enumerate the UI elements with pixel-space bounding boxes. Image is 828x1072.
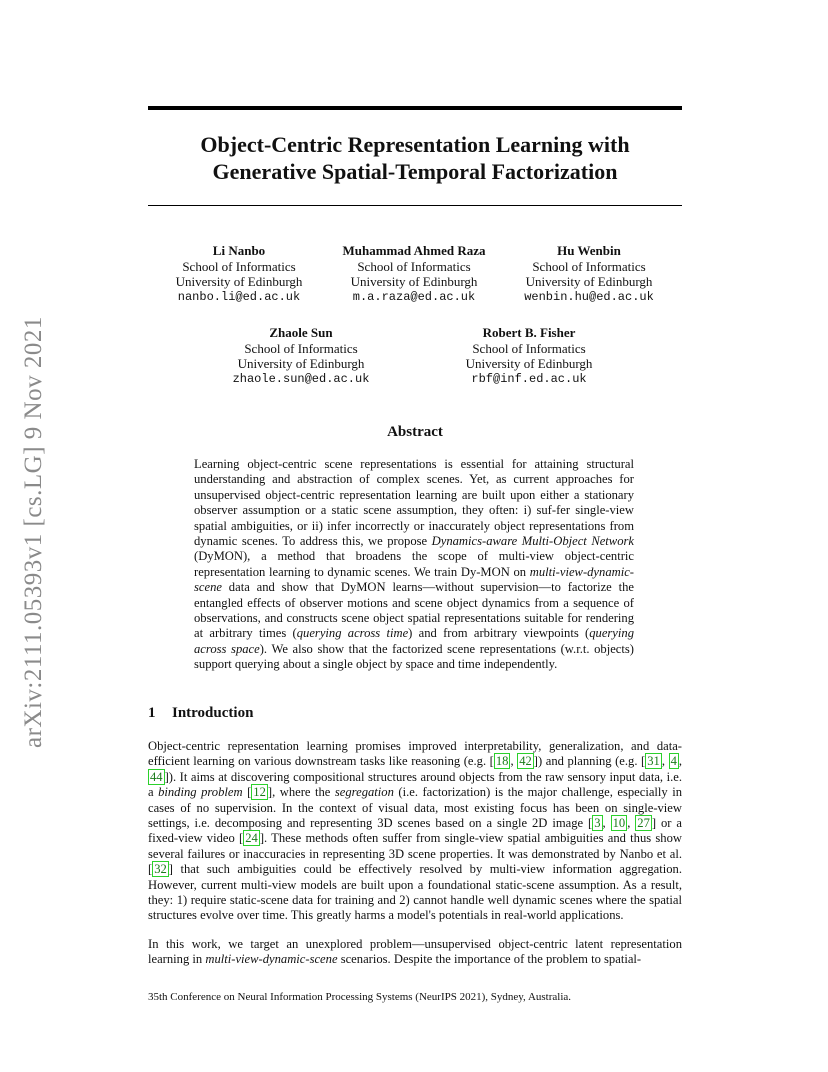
citation-link[interactable]: 4 xyxy=(670,754,677,769)
body-text: ] that such ambiguities could be effectively resolved by multi-view information aggregation. However, current multi-view models are built upon a foundational static-scene assumption. As a result, they: 1) require static-scene data for training and 2) cannot handle well dynamic scenes where the spatial structures evolve over time. This greatly harms a model's potentials in real-world applications. xyxy=(148,862,682,923)
body-text: ], where the xyxy=(267,785,335,800)
author-email[interactable]: rbf@inf.ed.ac.uk xyxy=(471,371,587,386)
abstract-emphasis: querying across space xyxy=(194,626,634,656)
body-text: (i.e. factorization) is the major challenge, especially in cases of no supervision. In the context of visual data, most existing focus has been on single-view settings, i.e. decomposing and representing 3D scenes based on a single 2D image [ xyxy=(148,785,682,831)
body-text: , xyxy=(602,816,611,831)
author-block xyxy=(484,243,694,305)
body-text: , xyxy=(510,754,518,769)
abstract-text: Learning object-centric scene representations is essential for attaining structural understanding and abstraction of complex scenes. Yet, as current approaches for unsupervised object-centric representation learning are built upon either a stationary observer assumption or a static scene assumption, they often: i) suf-fer single-view spatial ambiguities, or ii) infer incorrectly or inaccurately object representations from dynamic scenes. To address this, we propose xyxy=(194,457,634,549)
author-university: University of Edinburgh xyxy=(237,356,365,371)
body-text: Object-centric representation learning promises improved interpretability, generalization, and data-efficient learning on various downstream tasks like reasoning (e.g. [ xyxy=(148,739,682,769)
author-affiliation: School of Informatics xyxy=(532,258,646,274)
author-email[interactable]: m.a.raza@ed.ac.uk xyxy=(352,289,476,304)
body-emphasis: multi-view-dynamic-scene xyxy=(205,952,338,967)
author-affiliation: School of Informatics xyxy=(472,340,586,356)
abstract-body xyxy=(194,457,634,673)
body-text: , xyxy=(627,816,636,831)
author-name: Li Nanbo xyxy=(212,243,266,258)
abstract-emphasis: Dynamics-aware Multi-Object Network xyxy=(431,534,634,549)
intro-paragraph-1 xyxy=(148,739,682,924)
body-text: ]. These methods often suffer from single-view spatial ambiguities and thus show several failures or inaccuracies in representing 3D scene properties. It was demonstrated by Nanbo et al. [ xyxy=(148,831,682,877)
author-email[interactable]: zhaole.sun@ed.ac.uk xyxy=(232,371,370,386)
body-emphasis: segregation xyxy=(334,785,394,800)
abstract-text: ) and from arbitrary viewpoints ( xyxy=(408,626,590,641)
body-text: ]) and planning (e.g. [ xyxy=(533,754,646,769)
section-title: Introduction xyxy=(172,705,254,721)
body-text: ]). It aims at discovering compositional structures around objects from the raw sensory input data, i.e. a xyxy=(148,769,682,800)
citation-link[interactable]: 44 xyxy=(150,769,163,784)
body-text: , xyxy=(661,754,669,769)
body-emphasis: binding problem xyxy=(158,785,243,800)
author-affiliation: School of Informatics xyxy=(182,258,296,274)
citation-link[interactable]: 10 xyxy=(612,816,626,831)
arxiv-stamp: arXiv:2111.05393v1 [cs.LG] 9 Nov 2021 xyxy=(20,316,47,748)
section-heading xyxy=(148,705,253,722)
author-name: Robert B. Fisher xyxy=(482,325,576,340)
abstract-text: ). We also show that the factorized scene representations (w.r.t. objects) support querying about a single object by space and time independently. xyxy=(194,641,634,672)
citation-link[interactable]: 31 xyxy=(647,754,660,769)
body-text: scenarios. Despite the importance of the problem to spatial- xyxy=(337,952,642,967)
body-text: In this work, we target an unexplored problem—unsupervised object-centric latent representation learning in xyxy=(148,937,682,967)
author-affiliation: School of Informatics xyxy=(244,340,358,356)
author-block xyxy=(424,325,634,387)
title-line-2: Generative Spatial-Temporal Factorization xyxy=(212,159,618,184)
paper-title xyxy=(148,131,682,185)
citation-link[interactable]: 3 xyxy=(594,816,601,831)
author-name: Muhammad Ahmed Raza xyxy=(342,243,486,258)
citation-link[interactable]: 27 xyxy=(637,816,650,831)
section-number: 1 xyxy=(148,705,156,721)
author-university: University of Edinburgh xyxy=(465,356,593,371)
author-university: University of Edinburgh xyxy=(525,274,653,289)
abstract-text: data and show that DyMON learns—without supervision—to factorize the entangled effects of observer motions and scene object dynamics from a sequence of observations, and constructs scene object spatial representations suitable for rendering at arbitrary times ( xyxy=(194,580,634,641)
abstract-text: (DyMON), a method that broadens the scope of multi-view object-centric representation learning to dynamic scenes. We train Dy-MON on xyxy=(194,549,634,579)
citation-link[interactable]: 32 xyxy=(154,862,167,877)
citation-link[interactable]: 42 xyxy=(519,754,532,769)
body-text: ] or a fixed-view video [ xyxy=(148,816,682,846)
title-rule-top xyxy=(148,106,682,110)
author-name: Zhaole Sun xyxy=(269,325,333,340)
citation-link[interactable]: 12 xyxy=(253,785,266,800)
body-text: , xyxy=(678,754,683,769)
author-university: University of Edinburgh xyxy=(175,274,303,289)
author-email[interactable]: wenbin.hu@ed.ac.uk xyxy=(524,289,654,304)
title-rule-bottom xyxy=(148,205,682,206)
citation-link[interactable]: 18 xyxy=(495,754,509,769)
abstract-emphasis: querying across time xyxy=(296,626,409,641)
title-line-1: Object-Centric Representation Learning with xyxy=(200,132,630,157)
author-affiliation: School of Informatics xyxy=(357,258,471,274)
conference-footnote: 35th Conference on Neural Information Processing Systems (NeurIPS 2021), Sydney, Australia. xyxy=(148,991,572,1003)
abstract-heading: Abstract xyxy=(387,424,443,440)
abstract-emphasis: multi-view-dynamic-scene xyxy=(194,564,634,595)
author-university: University of Edinburgh xyxy=(350,274,478,289)
intro-paragraph-2 xyxy=(148,937,682,968)
citation-link[interactable]: 24 xyxy=(245,831,258,846)
author-name: Hu Wenbin xyxy=(557,243,621,258)
author-block xyxy=(196,325,406,387)
author-email[interactable]: nanbo.li@ed.ac.uk xyxy=(177,289,301,304)
body-text: [ xyxy=(242,785,252,800)
